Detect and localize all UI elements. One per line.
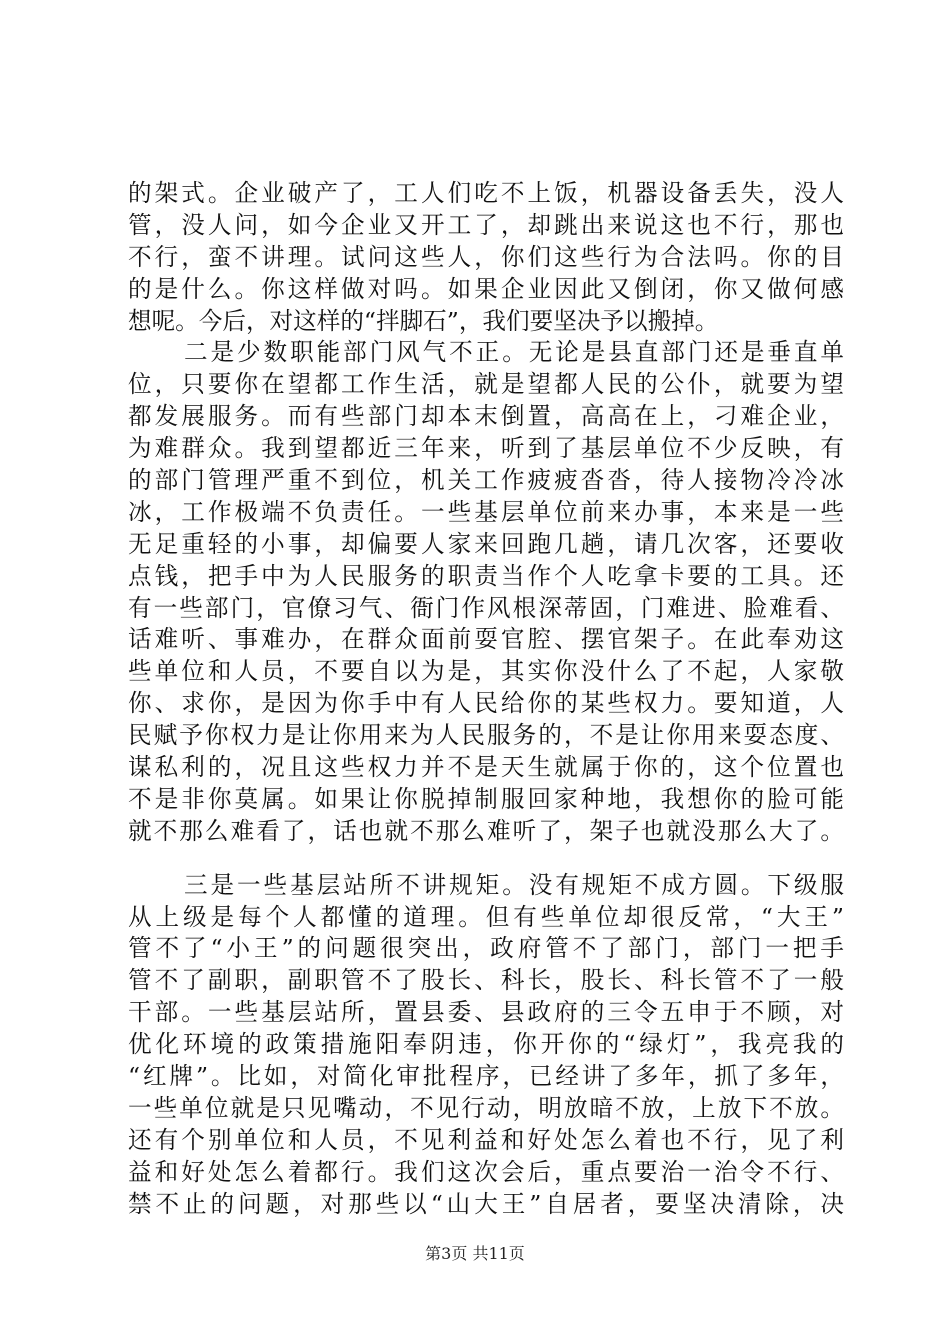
paragraph-spacer xyxy=(128,848,844,870)
text-line: 优化环境的政策措施阳奉阴违，你开你的“绿灯”，我亮我的 xyxy=(128,1030,844,1059)
text-line: 点钱，把手中为人民服务的职责当作个人吃拿卡要的工具。还 xyxy=(128,561,844,590)
text-line: “红牌”。比如，对简化审批程序，已经讲了多年，抓了多年， xyxy=(128,1062,844,1091)
text-line: 冰，工作极端不负责任。一些基层单位前来办事，本来是一些 xyxy=(128,497,844,526)
text-line: 二是少数职能部门风气不正。无论是县直部门还是垂直单 xyxy=(184,338,844,367)
text-line: 禁不止的问题，对那些以“山大王”自居者，要坚决清除，决 xyxy=(128,1189,844,1218)
text-line: 想呢。今后，对这样的“拌脚石”，我们要坚决予以搬掉。 xyxy=(128,306,719,335)
text-line: 的部门管理严重不到位，机关工作疲疲沓沓，待人接物冷冷冰 xyxy=(128,466,844,495)
text-line: 干部。一些基层站所，置县委、县政府的三令五申于不顾，对 xyxy=(128,998,844,1027)
document-body xyxy=(128,178,844,1221)
paragraph-3 xyxy=(128,870,844,1221)
text-line: 都发展服务。而有些部门却本末倒置，高高在上，刁难企业， xyxy=(128,402,844,431)
text-line: 民赋予你权力是让你用来为人民服务的，不是让你用来耍态度、 xyxy=(128,721,844,750)
text-line: 管不了副职，副职管不了股长、科长，股长、科长管不了一般 xyxy=(128,966,844,995)
text-line: 位，只要你在望都工作生活，就是望都人民的公仆，就要为望 xyxy=(128,370,844,399)
paragraph-1 xyxy=(128,178,844,337)
page-footer: 第3页 共11页 xyxy=(425,1244,525,1263)
text-line: 管，没人问，如今企业又开工了，却跳出来说这也不行，那也 xyxy=(128,210,844,239)
text-line: 为难群众。我到望都近三年来，听到了基层单位不少反映，有 xyxy=(128,434,844,463)
text-line: 三是一些基层站所不讲规矩。没有规矩不成方圆。下级服 xyxy=(184,870,844,899)
text-line: 不是非你莫属。如果让你脱掉制服回家种地，我想你的脸可能 xyxy=(128,784,844,813)
text-line: 谋私利的，况且这些权力并不是天生就属于你的，这个位置也 xyxy=(128,753,844,782)
text-line: 从上级是每个人都懂的道理。但有些单位却很反常，“大王” xyxy=(128,902,844,931)
text-line: 不行，蛮不讲理。试问这些人，你们这些行为合法吗。你的目 xyxy=(128,242,844,271)
text-line: 的是什么。你这样做对吗。如果企业因此又倒闭，你又做何感 xyxy=(128,274,844,303)
paragraph-2 xyxy=(128,337,844,847)
text-line: 你、求你，是因为你手中有人民给你的某些权力。要知道，人 xyxy=(128,689,844,718)
text-line: 管不了“小王”的问题很突出，政府管不了部门，部门一把手 xyxy=(128,934,844,963)
text-line: 一些单位就是只见嘴动，不见行动，明放暗不放，上放下不放。 xyxy=(128,1093,844,1122)
text-line: 些单位和人员，不要自以为是，其实你没什么了不起，人家敬 xyxy=(128,657,844,686)
text-line: 还有个别单位和人员，不见利益和好处怎么着也不行，见了利 xyxy=(128,1125,844,1154)
text-line: 无足重轻的小事，却偏要人家来回跑几趟，请几次客，还要收 xyxy=(128,529,844,558)
text-line: 就不那么难看了，话也就不那么难听了，架子也就没那么大了。 xyxy=(128,816,844,845)
text-line: 益和好处怎么着都行。我们这次会后，重点要治一治令不行、 xyxy=(128,1157,844,1186)
text-line: 有一些部门，官僚习气、衙门作风根深蒂固，门难进、脸难看、 xyxy=(128,593,844,622)
text-line: 的架式。企业破产了，工人们吃不上饭，机器设备丢失，没人 xyxy=(128,179,844,207)
text-line: 话难听、事难办，在群众面前耍官腔、摆官架子。在此奉劝这 xyxy=(128,625,844,654)
